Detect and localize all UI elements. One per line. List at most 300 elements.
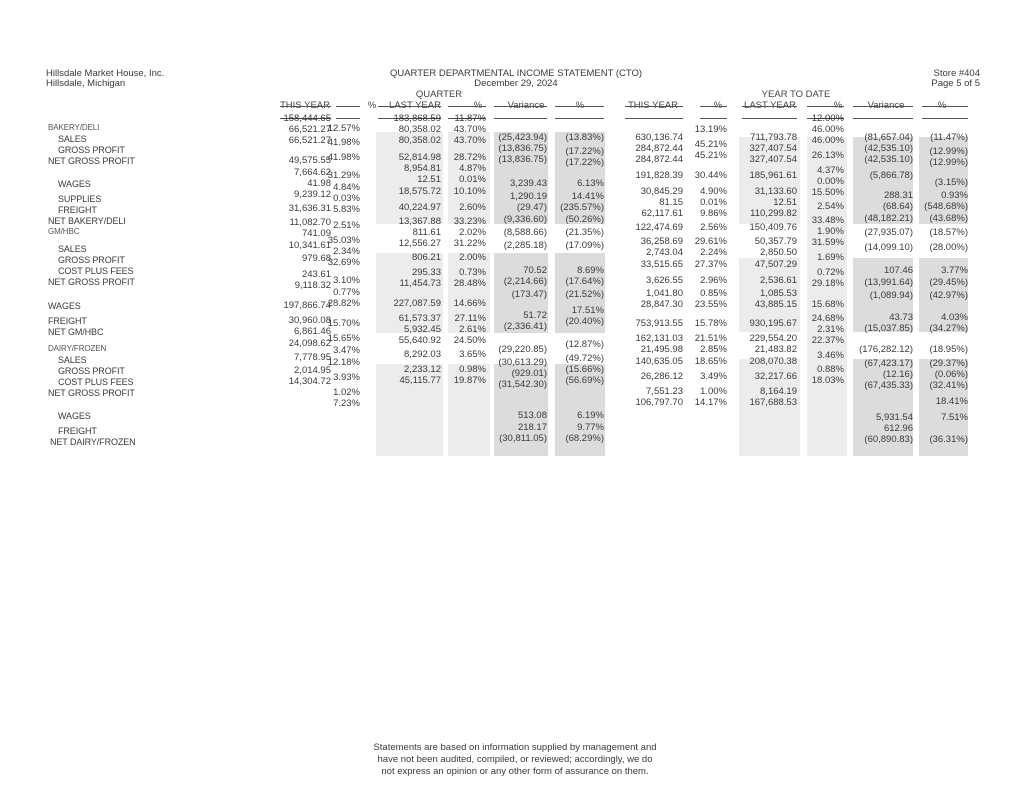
group-quarter: QUARTER [415, 89, 463, 100]
table-cell: 3.46% [817, 350, 844, 361]
table-cell: 35.03% [327, 235, 360, 246]
table-cell: (2,336.41) [503, 321, 547, 332]
table-cell: 811.61 [412, 227, 441, 238]
table-cell: 110,299.82 [750, 208, 797, 219]
table-cell: 33.23% [453, 216, 486, 227]
table-cell: 11,082.70 [289, 217, 331, 228]
header-rule [742, 106, 797, 107]
table-cell: 14.41% [571, 191, 604, 202]
table-cell: 40,224.97 [398, 202, 441, 213]
table-cell: 327,407.54 [749, 143, 797, 154]
table-cell: 3.65% [459, 349, 486, 360]
report-title: QUARTER DEPARTMENTAL INCOME STATEMENT (CTO) [389, 68, 643, 79]
table-cell: 7,664.62 [294, 167, 331, 178]
table-cell: 0.93% [941, 190, 968, 201]
row-label: WAGES [58, 179, 91, 189]
table-cell: 9,239.12 [294, 189, 331, 200]
row-label: NET BAKERY/DELI [48, 216, 126, 226]
table-cell: (29.47) [516, 202, 547, 213]
table-cell: (31,542.30) [498, 379, 547, 390]
row-label: NET GROSS PROFIT [48, 277, 135, 287]
table-cell: (81,657.04) [864, 132, 913, 143]
table-cell: 7,551.23 [646, 386, 683, 397]
table-cell: (49.72%) [565, 353, 604, 364]
table-cell: 1.90% [817, 226, 844, 237]
header-rule [742, 118, 797, 119]
table-cell: 106,797.70 [635, 397, 683, 408]
table-cell: 6,861.46 [294, 326, 331, 337]
table-cell: 27.37% [694, 259, 727, 270]
row-label: FREIGHT [58, 426, 97, 436]
table-cell: 36,258.69 [640, 236, 683, 247]
table-cell: 8,954.81 [404, 163, 441, 174]
table-cell: 9,118.32 [294, 280, 331, 291]
table-cell: 26.13% [811, 150, 844, 161]
table-cell: 6.13% [577, 178, 604, 189]
column-header: % [367, 100, 377, 111]
table-cell: 33,515.65 [640, 259, 683, 270]
table-cell: 19.87% [453, 375, 486, 386]
table-cell: 18,575.72 [398, 186, 441, 197]
table-cell: 1.69% [817, 252, 844, 263]
table-cell: 0.72% [817, 267, 844, 278]
table-cell: 0.01% [459, 174, 486, 185]
table-cell: 22.37% [811, 335, 844, 346]
row-label: WAGES [48, 301, 81, 311]
table-cell: 3.93% [333, 372, 360, 383]
table-cell: 3.10% [333, 275, 360, 286]
table-cell: 8.69% [577, 265, 604, 276]
table-cell: 12.51 [417, 174, 441, 185]
table-cell: 43,885.15 [754, 299, 797, 310]
table-cell: 15.50% [811, 187, 844, 198]
table-cell: (67,435.33) [864, 380, 913, 391]
footer-line: have not been audited, compiled, or reviewed; accordingly, we do [377, 754, 653, 765]
table-cell: 43.73 [889, 312, 913, 323]
table-cell: 31.29% [327, 170, 360, 181]
table-cell: 31,133.60 [754, 186, 797, 197]
table-cell: 3.49% [700, 371, 727, 382]
table-cell: 21.51% [694, 333, 727, 344]
table-cell: 3.77% [941, 265, 968, 276]
table-cell: 61,573.37 [398, 313, 441, 324]
table-cell: (42,535.10) [864, 143, 913, 154]
table-cell: (14,099.10) [864, 242, 913, 253]
table-cell: 26,286.12 [640, 371, 683, 382]
table-cell: (8,588.66) [503, 227, 547, 238]
header-rule [555, 106, 604, 107]
table-cell: 0.03% [333, 193, 360, 204]
header-rule [336, 118, 360, 119]
table-cell: 0.85% [700, 288, 727, 299]
table-cell: (56.69%) [565, 375, 604, 386]
table-cell: 50,357.79 [754, 236, 797, 247]
table-cell: (67,423.17) [864, 358, 913, 369]
table-cell: 41.98 [307, 178, 331, 189]
table-cell: (5,866.78) [869, 170, 913, 181]
table-cell: 2.31% [817, 324, 844, 335]
table-cell: 18.03% [811, 375, 844, 386]
table-cell: 28,847.30 [640, 299, 683, 310]
row-label: COST PLUS FEES [58, 377, 134, 387]
header-rule [700, 118, 727, 119]
table-cell: 2.24% [700, 247, 727, 258]
table-cell: (0.06%) [934, 369, 968, 380]
table-cell: 284,872.44 [635, 143, 683, 154]
table-cell: 1,290.19 [510, 191, 547, 202]
table-cell: (21.35%) [565, 227, 604, 238]
table-cell: 1,085.53 [760, 288, 797, 299]
table-cell: 1.00% [700, 386, 727, 397]
table-cell: 66,521.27 [288, 135, 331, 146]
header-rule [494, 106, 547, 107]
table-cell: 31.22% [453, 238, 486, 249]
table-cell: 2.00% [459, 252, 486, 263]
table-cell: (60,890.83) [864, 434, 913, 445]
table-cell: 9.77% [577, 422, 604, 433]
header-rule [853, 118, 913, 119]
table-cell: (68.64) [882, 201, 913, 212]
table-cell: 4.84% [333, 182, 360, 193]
table-cell: 41.98% [327, 137, 360, 148]
table-cell: 24.50% [453, 335, 486, 346]
table-cell: (12.87%) [565, 339, 604, 350]
table-cell: (13,836.75) [498, 154, 547, 165]
table-cell: 14,304.72 [288, 376, 331, 387]
table-cell: (43.68%) [929, 213, 968, 224]
table-cell: 4.87% [459, 163, 486, 174]
table-cell: 3.47% [333, 345, 360, 356]
table-cell: 4.03% [941, 312, 968, 323]
row-label: FREIGHT [48, 316, 87, 326]
table-cell: 6.19% [577, 410, 604, 421]
table-cell: 12.51 [773, 197, 797, 208]
table-cell: (2,214.66) [503, 276, 547, 287]
row-label: SALES [58, 134, 87, 144]
table-cell: (20.40%) [565, 316, 604, 327]
table-cell: 14.66% [453, 298, 486, 309]
table-cell: 15.65% [327, 333, 360, 344]
table-cell: 2.60% [459, 202, 486, 213]
row-label: SUPPLIES [58, 194, 102, 204]
table-cell: 5,932.45 [404, 324, 441, 335]
table-cell: 158,444.65 [283, 113, 331, 124]
table-cell: 41.98% [327, 152, 360, 163]
table-cell: (27,935.07) [864, 227, 913, 238]
table-cell: 23.55% [694, 299, 727, 310]
table-cell: 10,341.61 [288, 240, 331, 251]
table-cell: 2.54% [817, 201, 844, 212]
table-cell: 11.87% [454, 113, 486, 124]
table-cell: 12.18% [327, 357, 360, 368]
table-cell: 979.68 [301, 253, 331, 264]
table-cell: 1.02% [333, 387, 360, 398]
table-cell: 0.73% [459, 267, 486, 278]
table-cell: 46.00% [811, 124, 844, 135]
table-cell: 31.59% [811, 237, 844, 248]
table-cell: 10.10% [453, 186, 486, 197]
table-cell: (18.95%) [929, 344, 968, 355]
table-cell: (9,336.60) [503, 214, 547, 225]
table-cell: 24,098.62 [288, 338, 331, 349]
table-cell: 243.61 [301, 269, 331, 280]
table-cell: (29.45%) [929, 277, 968, 288]
row-label: SALES [58, 244, 87, 254]
table-cell: 122,474.69 [635, 222, 683, 233]
table-cell: 8,292.03 [404, 349, 441, 360]
table-cell: 140,635.05 [635, 356, 683, 367]
header-rule [336, 106, 360, 107]
table-cell: 930,195.67 [749, 318, 797, 329]
table-cell: 21,483.82 [754, 344, 797, 355]
table-cell: (17.09%) [565, 240, 604, 251]
row-label: COST PLUS FEES [58, 266, 134, 276]
table-cell: 12.57% [327, 123, 360, 134]
table-cell: 229,554.20 [749, 333, 797, 344]
table-cell: 753,913.55 [635, 318, 683, 329]
table-cell: 28.48% [453, 278, 486, 289]
table-cell: (548.68%) [924, 201, 968, 212]
store-number: Store #404 [933, 68, 980, 79]
table-cell: 46.00% [811, 135, 844, 146]
table-cell: 2.56% [700, 222, 727, 233]
table-cell: 4.90% [700, 186, 727, 197]
table-cell: 80,358.02 [398, 135, 441, 146]
row-label: GROSS PROFIT [58, 255, 125, 265]
table-cell: (173.47) [511, 289, 547, 300]
table-cell: 9.86% [700, 208, 727, 219]
table-cell: 28.82% [327, 298, 360, 309]
table-cell: 30.44% [694, 170, 727, 181]
table-cell: 806.21 [411, 252, 441, 263]
table-cell: 0.98% [459, 364, 486, 375]
table-cell: (929.01) [511, 368, 547, 379]
table-cell: 295.33 [411, 267, 441, 278]
table-cell: 2.34% [333, 246, 360, 257]
table-cell: 191,828.39 [635, 170, 683, 181]
row-label: NET GM/HBC [48, 327, 104, 337]
header-rule [280, 106, 331, 107]
table-cell: (15.66%) [565, 364, 604, 375]
table-cell: 43.70% [453, 124, 486, 135]
table-cell: 741.09 [301, 228, 331, 239]
header-rule [448, 106, 486, 107]
table-cell: 31,636.31 [288, 203, 331, 214]
footer-line: Statements are based on information supplied by management and [373, 742, 657, 753]
table-cell: 27.11% [454, 313, 486, 324]
table-cell: 29.18% [811, 278, 844, 289]
table-cell: (34.27%) [929, 323, 968, 334]
table-cell: 0.00% [817, 176, 844, 187]
table-cell: 197,866.74 [283, 300, 331, 311]
table-cell: (28.00%) [929, 242, 968, 253]
table-cell: 185,961.61 [749, 170, 797, 181]
company-location: Hillsdale, Michigan [46, 78, 126, 89]
table-cell: (17.64%) [565, 276, 604, 287]
table-cell: 4.37% [817, 165, 844, 176]
table-cell: 43.70% [453, 135, 486, 146]
table-cell: (13,991.64) [864, 277, 913, 288]
table-cell: 66,521.27 [288, 124, 331, 135]
row-label: GROSS PROFIT [58, 145, 125, 155]
header-rule [555, 118, 604, 119]
table-cell: 2.96% [700, 275, 727, 286]
header-rule [922, 118, 968, 119]
table-cell: 2,014.95 [294, 365, 331, 376]
table-cell: 162,131.03 [635, 333, 683, 344]
table-cell: 513.08 [517, 410, 547, 421]
report-date: December 29, 2024 [474, 78, 558, 89]
row-label: GROSS PROFIT [58, 366, 125, 376]
table-cell: 7.23% [333, 398, 360, 409]
table-cell: (3.15%) [934, 177, 968, 188]
table-cell: 288.31 [883, 190, 913, 201]
header-rule [494, 118, 547, 119]
table-cell: 5,931.54 [876, 412, 913, 423]
table-cell: 7,778.95 [294, 352, 331, 363]
table-cell: (42,535.10) [864, 154, 913, 165]
table-cell: (12.16) [882, 369, 913, 380]
row-label: SALES [58, 355, 87, 365]
table-cell: (1,089.94) [869, 290, 913, 301]
table-cell: 32,217.66 [754, 371, 797, 382]
table-cell: 630,136.74 [635, 132, 683, 143]
table-cell: (2,285.18) [503, 240, 547, 251]
table-cell: 0.88% [817, 364, 844, 375]
table-cell: 17.51% [571, 305, 604, 316]
footer-line: not express an opinion or any other form of assurance on them. [381, 766, 649, 777]
table-cell: 2,536.61 [760, 275, 797, 286]
table-cell: 167,688.53 [749, 397, 797, 408]
table-cell: 15.68% [811, 299, 844, 310]
table-cell: 208,070.38 [749, 356, 797, 367]
table-cell: 51.72 [523, 310, 547, 321]
table-cell: 52,814.98 [398, 152, 441, 163]
page-number: Page 5 of 5 [931, 78, 980, 89]
table-cell: (176,282.12) [859, 344, 913, 355]
table-cell: 45,115.77 [399, 375, 441, 386]
header-rule [807, 106, 844, 107]
table-cell: (68.29%) [565, 433, 604, 444]
table-cell: 3,626.55 [646, 275, 683, 286]
table-cell: 62,117.61 [641, 208, 683, 219]
table-cell: 21,495.98 [640, 344, 683, 355]
table-cell: 0.77% [333, 287, 360, 298]
header-rule [378, 106, 441, 107]
header-rule [922, 106, 968, 107]
table-cell: 2.61% [459, 324, 486, 335]
table-cell: 13,367.88 [398, 216, 441, 227]
table-cell: (13.83%) [565, 132, 604, 143]
table-cell: (36.31%) [929, 434, 968, 445]
table-cell: 0.01% [700, 197, 727, 208]
table-cell: 227,087.59 [393, 298, 441, 309]
table-cell: (50.26%) [565, 214, 604, 225]
table-cell: 24.68% [811, 313, 844, 324]
row-label: NET GROSS PROFIT [48, 388, 135, 398]
header-rule [625, 118, 683, 119]
row-label: FREIGHT [58, 205, 97, 215]
header-rule [625, 106, 683, 107]
table-cell: 18.65% [694, 356, 727, 367]
table-cell: 2.85% [700, 344, 727, 355]
row-label: NET DAIRY/FROZEN [50, 437, 136, 447]
table-cell: 7.51% [941, 412, 968, 423]
table-cell: (42.97%) [929, 290, 968, 301]
department-label: GM/HBC [48, 227, 80, 236]
table-cell: 80,358.02 [398, 124, 441, 135]
table-cell: 2.02% [459, 227, 486, 238]
table-cell: (29.37%) [929, 358, 968, 369]
table-cell: 2.51% [333, 220, 360, 231]
table-cell: 2,743.04 [646, 247, 683, 258]
table-cell: 15.70% [327, 318, 360, 329]
table-cell: 45.21% [694, 139, 727, 150]
table-cell: (30,811.05) [499, 433, 547, 444]
table-cell: 47,507.29 [754, 259, 797, 270]
table-cell: 107.46 [883, 265, 913, 276]
table-cell: 28.72% [453, 152, 486, 163]
table-cell: 327,407.54 [749, 154, 797, 165]
table-cell: 49,575.55 [288, 155, 331, 166]
table-cell: 612.96 [883, 423, 913, 434]
group-ytd: YEAR TO DATE [761, 89, 831, 100]
table-cell: 13.19% [694, 124, 727, 135]
company-name: Hillsdale Market House, Inc. [46, 68, 165, 79]
table-cell: 2,850.50 [760, 247, 797, 258]
table-cell: (11.47%) [930, 132, 968, 143]
row-label: WAGES [58, 411, 91, 421]
header-rule [853, 106, 913, 107]
table-cell: 33.48% [811, 215, 844, 226]
table-cell: (12.99%) [929, 146, 968, 157]
table-cell: 2,233.12 [404, 364, 441, 375]
table-cell: 32.69% [327, 257, 360, 268]
table-cell: (29,220.85) [498, 344, 547, 355]
row-label: NET GROSS PROFIT [48, 156, 135, 166]
table-cell: 45.21% [694, 150, 727, 161]
table-cell: (48,182.21) [864, 213, 913, 224]
table-cell: (32.41%) [929, 380, 968, 391]
table-cell: 81.15 [659, 197, 683, 208]
table-cell: (15,037.85) [864, 323, 913, 334]
table-cell: 11,454.73 [399, 278, 441, 289]
table-cell: (12.99%) [929, 157, 968, 168]
table-cell: (18.57%) [929, 227, 968, 238]
table-cell: 8,164.19 [760, 386, 797, 397]
table-cell: 218.17 [517, 422, 547, 433]
table-cell: (17.22%) [565, 146, 604, 157]
table-cell: 55,640.92 [398, 335, 441, 346]
table-cell: 15.78% [694, 318, 727, 329]
table-cell: 5.83% [333, 204, 360, 215]
table-cell: 70.52 [523, 265, 547, 276]
table-cell: 150,409.76 [749, 222, 797, 233]
table-cell: (17.22%) [565, 157, 604, 168]
department-label: BAKERY/DELI [48, 123, 100, 132]
table-cell: 30,960.08 [288, 315, 331, 326]
table-cell: 12,556.27 [398, 238, 441, 249]
table-cell: 1,041.80 [646, 288, 683, 299]
table-cell: 284,872.44 [635, 154, 683, 165]
table-cell: (21.52%) [565, 289, 604, 300]
header-rule [700, 106, 727, 107]
table-cell: 14.17% [694, 397, 727, 408]
table-cell: (25,423.94) [498, 132, 547, 143]
table-cell: 12.00% [811, 113, 844, 124]
table-cell: (235.57%) [560, 202, 604, 213]
table-cell: 29.61% [694, 236, 727, 247]
